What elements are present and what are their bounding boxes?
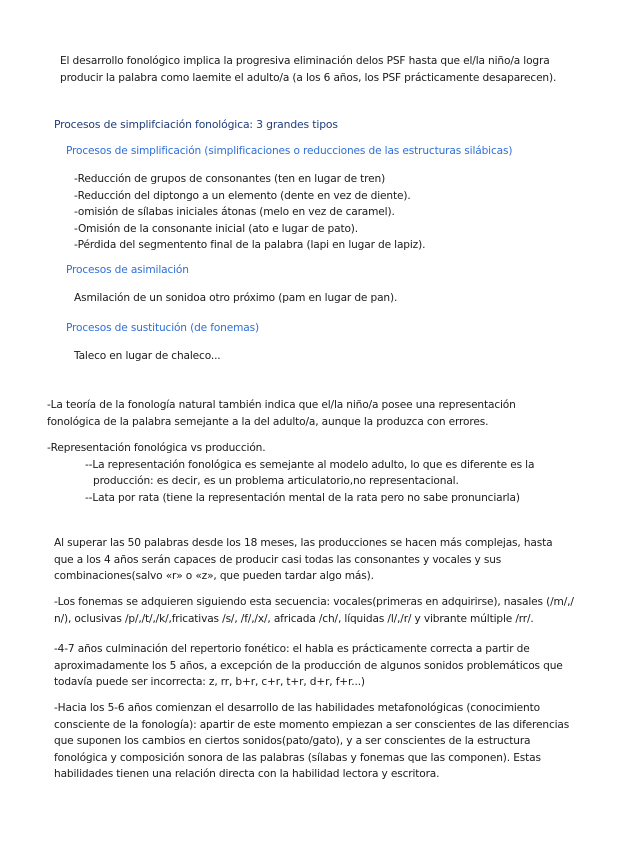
list-item: -Omisión de la consonante inicial (ato e lugar de pato). (74, 222, 358, 235)
representacion-title: -Representación fonológica vs producción. (47, 442, 266, 454)
main-heading: Procesos de simplifciación fonológica: 3 grandes tipos (54, 118, 338, 131)
paragraph-4-7-anos: -4-7 años culminación del repertorio fonético: el habla es prácticamente correcta a partir de aproximadamente los 5 años, a excepción de la producción de algunos sonidos problemáticos que todavía puede ser incorrecta: z, rr, b+r, c+r, t+r, d+r, f+r...) (54, 643, 563, 688)
list-item: -omisión de sílabas iniciales átonas (melo en vez de caramel). (74, 206, 395, 218)
asimilacion-heading: Procesos de asimilación (66, 264, 189, 276)
list-item: -Pérdida del segmentento final de la palabra (lapi en lugar de lapiz). (74, 239, 426, 251)
representacion-block (47, 440, 577, 506)
paragraph-50-palabras: Al superar las 50 palabras desde los 18 meses, las producciones se hacen más complejas, hasta que a los 4 años serán capaces de producir casi todas las consonantes y vocales y sus combinaciones(salvo «r» o «z», que pueden tardar algo más). (54, 537, 553, 582)
paragraph-fonemas: -Los fonemas se adquieren siguiendo esta secuencia: vocales(primeras en adquirirse), nasales (/m/,/ n/), oclusivas /p/,/t/,/k/,fricativas /s/, /f/,/x/, africada /ch/, líquidas /l/,/r/ y vibrante múltiple /rr/. (54, 596, 574, 625)
asimilacion-text: Asmilación de un sonidoa otro próximo (pam en lugar de pan). (74, 292, 398, 304)
list-item: -Reducción de grupos de consonantes (ten en lugar de tren) (74, 173, 386, 185)
representacion-item: --Lata por rata (tiene la representación mental de la rata pero no sabe pronunciarla) (85, 491, 520, 504)
sustitucion-text: Taleco en lugar de chaleco... (74, 350, 221, 362)
simplificacion-list (74, 171, 574, 254)
sustitucion-heading: Procesos de sustitución (de fonemas) (66, 322, 259, 334)
representacion-item: --La representación fonológica es semejante al modelo adulto, lo que es diferente es la producción: es decir, es un problema articulatorio,no representacional. (85, 458, 535, 487)
intro-paragraph: El desarrollo fonológico implica la progresiva eliminación delos PSF hasta que el/la niño/a logra producir la palabra como laemite el adulto/a (a los 6 años, los PSF prácticamente desaparecen). (60, 55, 557, 84)
simplificacion-heading: Procesos de simplificación (simplificaciones o reducciones de las estructuras silábicas) (66, 145, 513, 157)
teoria-paragraph: -La teoría de la fonología natural también indica que el/la niño/a posee una representación fonológica de la palabra semejante a la del adulto/a, aunque la produzca con errores. (47, 399, 516, 428)
paragraph-metafonologicas: -Hacia los 5-6 años comienzan el desarrollo de las habilidades metafonológicas (conocimiento consciente de la fonología): apartir de este momento empiezan a ser conscientes de las diferencias que suponen los cambios en ciertos sonidos(pato/gato), y a ser conscientes de la estructura fonológica y composición sonora de las palabras (sílabas y fonemas que las componen). Estas habilidades tienen una relación directa con la habilidad lectora y escritora. (54, 702, 570, 780)
list-item: -Reducción del diptongo a un elemento (dente en vez de diente). (74, 189, 411, 202)
